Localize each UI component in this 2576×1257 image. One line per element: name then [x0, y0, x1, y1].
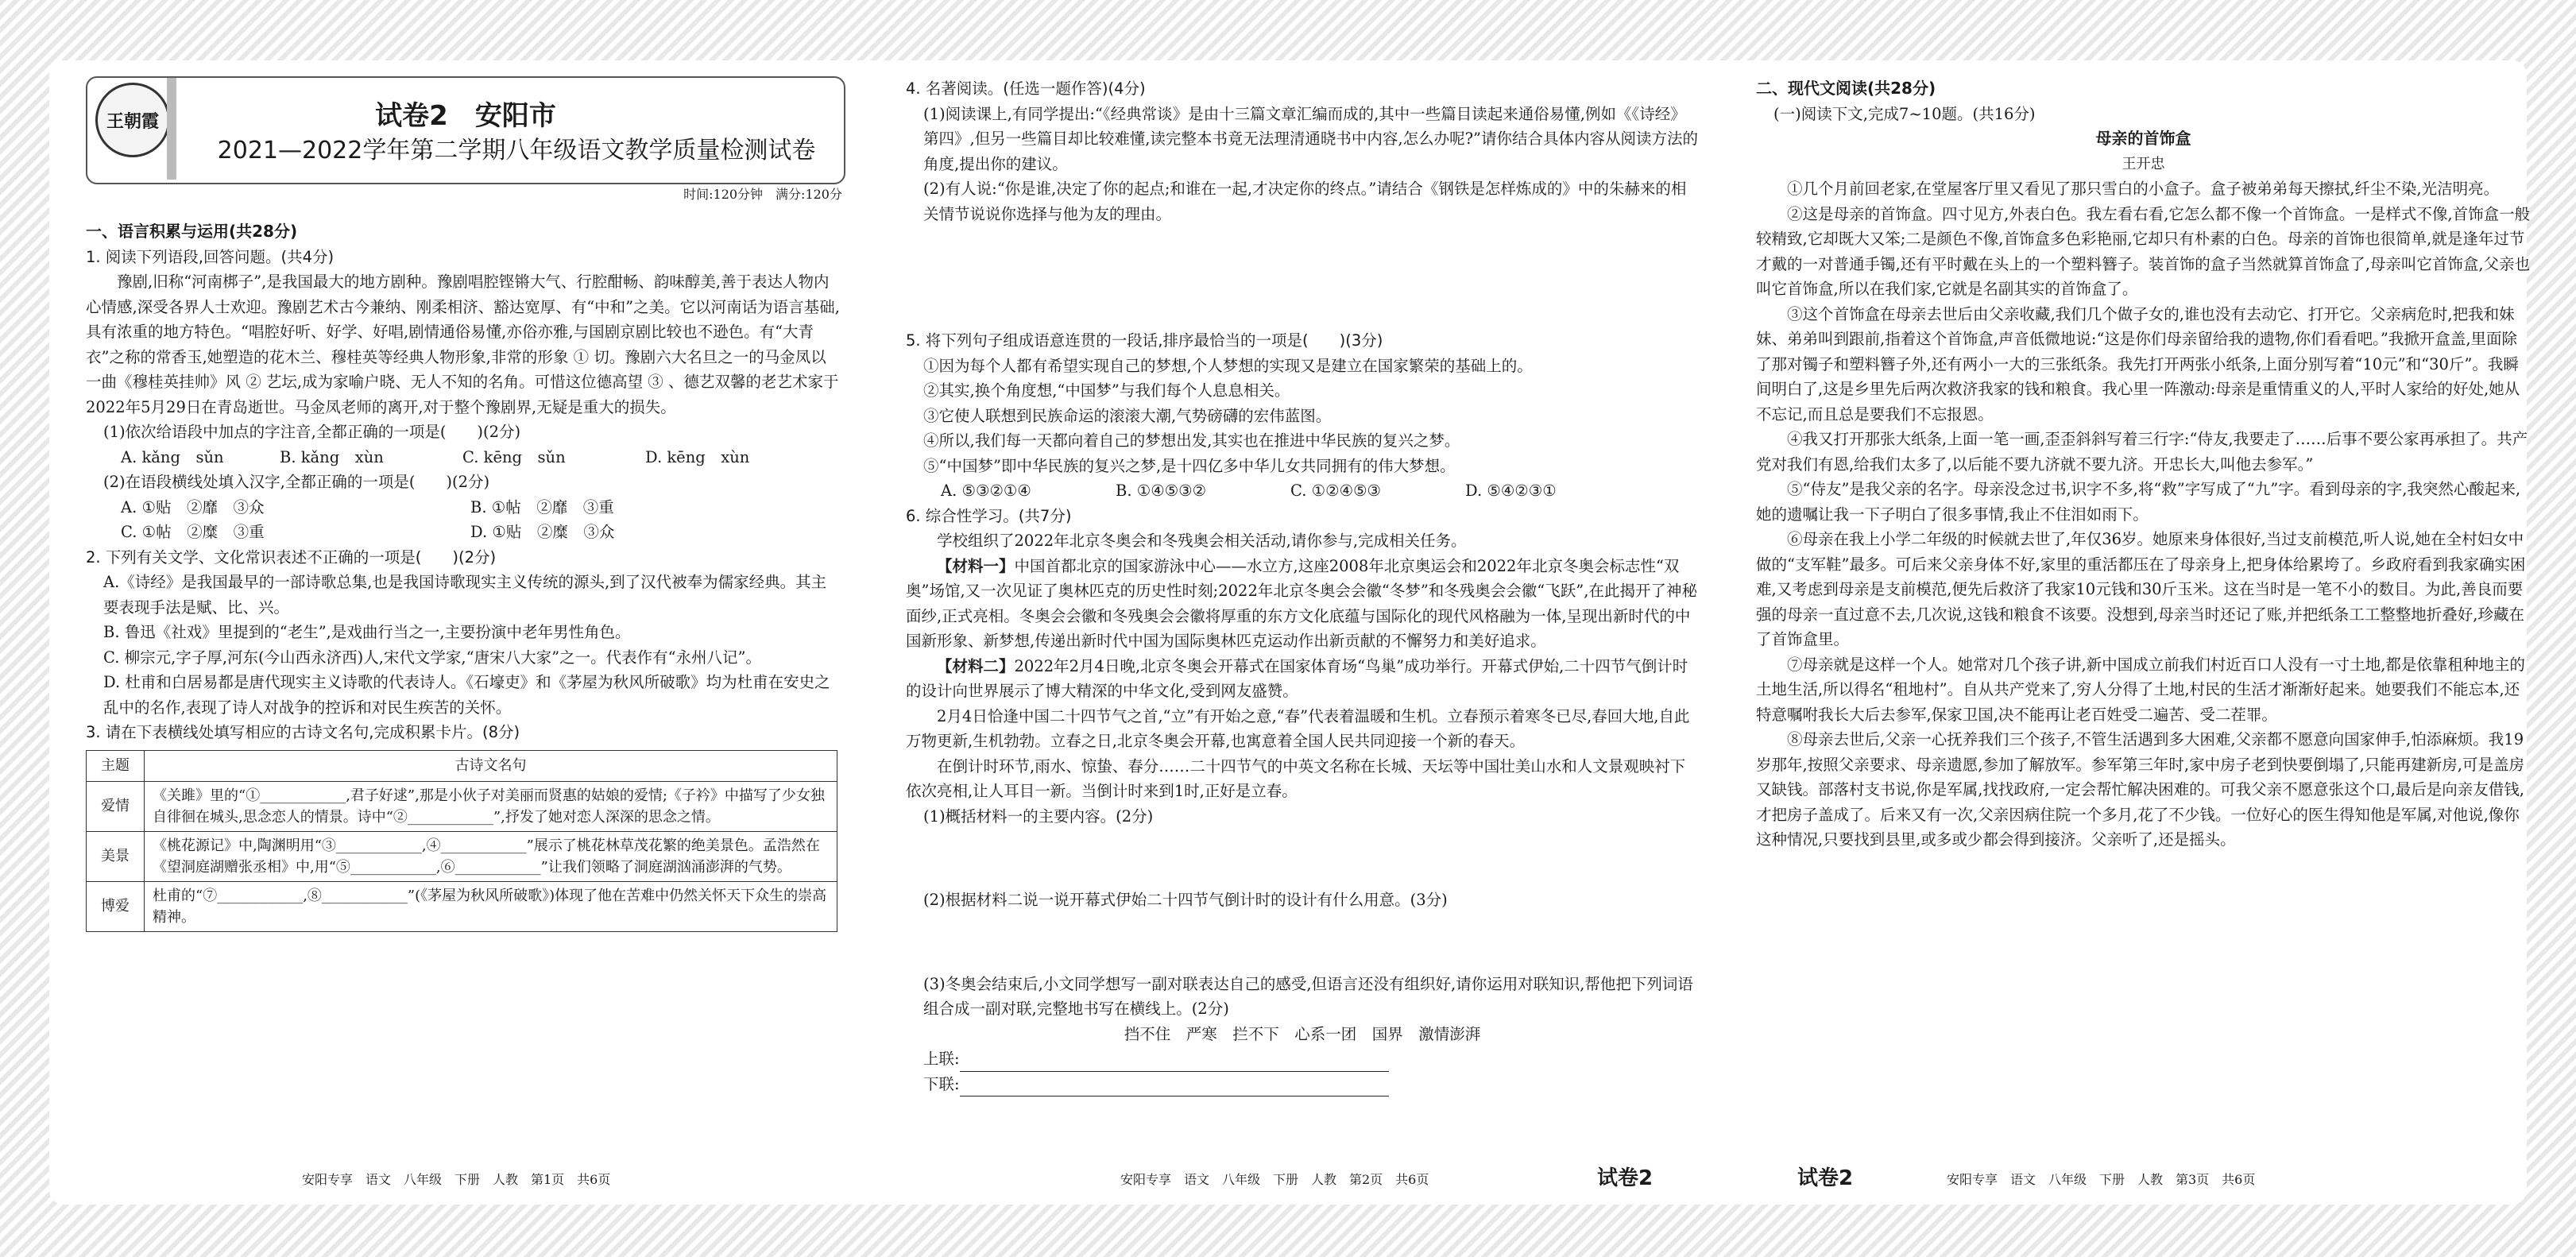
article-paragraph: ⑦母亲就是这样一个人。她常对几个孩子讲,新中国成立前我们村近百口人没有一寸土地,都是依靠租种地主的土地生活,所以得名“租地村”。自从共产党来了,穷人分得了土地,村民的生活才渐渐好起来。她要我们不能忘本,还特意嘱咐我长大后去参军,保家卫国,决不能再让老百姓受二遍苦、受二茬罪。: [1756, 655, 2525, 724]
table-header-row: [87, 750, 837, 781]
q4-answer-space[interactable]: [906, 226, 1699, 328]
q1-sub1-option: A. kǎng sǔn: [121, 447, 224, 466]
q1-sub1-option: D. kēng xùn: [645, 447, 750, 466]
q3-stem: 3. 请在下表横线处填写相应的古诗文名句,完成积累卡片。(8分): [86, 723, 520, 741]
table-row: [87, 781, 837, 831]
exam-subtitle: 2021—2022学年第二学期八年级语文教学质量检测试卷: [217, 137, 816, 164]
q5-stem: 5. 将下列句子组成语意连贯的一段话,排序最恰当的一项是( )(3分): [906, 331, 1383, 350]
q2-option: C. 柳宗元,字子厚,河东(今山西永济西)人,宋代文学家,“唐宋八大家”之一。代表作有“永州八记”。: [103, 648, 762, 667]
article-paragraph: ⑤“侍友”是我父亲的名字。母亲没念过书,识字不多,将“救”字写成了“九”字。看到母亲的字,我突然心酸起来,她的遗嘱让我一下子明白了很多事情,我止不住泪如雨下。: [1756, 480, 2521, 524]
article-paragraph: ②这是母亲的首饰盒。四寸见方,外表白色。我左看右看,它怎么都不像一个首饰盒。一是样式不像,首饰盒一般较精致,它却既大又笨;二是颜色不像,首饰盒多色彩艳丽,它却只有朴素的白色。母亲的首饰也很简单,就是逢年过节才戴的一对普通手镯,还有平时戴在头上的一个塑料簪子。装首饰的盒子当然就算首饰盒了,母亲叫它首饰盒,父亲也叫它首饰盒,所以在我们家,它就是名副其实的首饰盒了。: [1756, 204, 2531, 298]
material2-label: 【材料二】: [937, 656, 1015, 675]
q6-stem: 6. 综合性学习。(共7分): [906, 506, 1072, 525]
title-box: [86, 76, 845, 184]
q4-sub2: (2)有人说:“你是谁,决定了你的起点;和谁在一起,才决定你的终点。”请结合《钢铁是怎样炼成的》中的朱赫来的相关情节说说你选择与他为友的理由。: [923, 180, 1687, 223]
upper-line-row: [906, 1046, 1699, 1072]
q6-sub3: (3)冬奥会结束后,小文同学想写一副对联表达自己的感受,但语言还没有组织好,请你运用对联知识,帮他把下列词语组合成一副对联,完整地书写在横线上。(2分): [923, 974, 1693, 1018]
q5-item: ⑤“中国梦”即中华民族的复兴之梦,是十四亿多中华儿女共同拥有的伟大梦想。: [923, 456, 1456, 475]
table-row: [87, 881, 837, 931]
article-paragraph: ⑥母亲在我上小学二年级的时候就去世了,年仅36岁。她原来身体很好,当过支前模范,听人说,她在全村妇女中做的“支军鞋”最多。可后来父亲身体不好,家里的重活都压在了母亲身上,把身体给累垮了。乡政府看到我家确实困难,又考虑到母亲是支前模范,便先后救济了我家10元钱和30斤玉米。这在当时是一笔不小的数目。为此,善良而要强的母亲一直过意不去,几次说,这钱和粮食不该要。没想到,母亲当时还记了账,并把纸条工工整整地折叠好,珍藏在了首饰盒里。: [1756, 530, 2526, 648]
poem-table: [86, 750, 837, 932]
q6-intro: 学校组织了2022年北京冬奥会和冬残奥会相关活动,请你参与,完成相关任务。: [937, 532, 1467, 550]
table-row: [87, 831, 837, 881]
part2-heading: 二、现代文阅读(共28分): [1756, 79, 1936, 98]
q6-sub1-answer-space[interactable]: [906, 829, 1699, 888]
material1-label: 【材料一】: [937, 556, 1015, 575]
col-theme-header: 主题: [87, 750, 145, 781]
q5-item: ④所以,我们每一天都向着自己的梦想出发,其实也在推进中华民族的复兴之梦。: [923, 431, 1460, 450]
article-paragraph: ④我又打开那张大纸条,上面一笔一画,歪歪斜斜写着三行字:“侍友,我要走了……后事不要公家再承担了。共产党对我们有恩,给我们太多了,以后能不要九济就不要九济。开忠长大,叫他去参军。”: [1756, 430, 2528, 474]
q5-option: D. ⑤④②③①: [1465, 482, 1557, 500]
column-3: [1756, 76, 2531, 853]
q4-sub1: (1)阅读课上,有同学提出:“《经典常谈》是由十三篇文章汇编而成的,其中一些篇目读起来通俗易懂,例如《《诗经》第四》,但另一些篇目却比较难懂,读完整本书竟无法理清通晓书中内容,怎么办呢?”请你结合具体内容从阅读方法的角度,提出你的建议。: [923, 104, 1699, 173]
column-1: [86, 219, 841, 932]
couplet-words: 挡不住 严寒 拦不下 心系一团 国界 激情澎湃: [1124, 1024, 1481, 1043]
material1-text: 中国首都北京的国家游泳中心——水立方,这座2008年北京奥运会和2022年北京冬奥会标志性“双奥”场馆,又一次见证了奥林匹克的历史性时刻;2022年北京冬奥会会徽“冬梦”和冬残奥会会徽“飞跃”,在此揭开了神秘面纱,正式亮相。冬奥会会徽和冬残奥会会徽将厚重的东方文化底蕴与国际化的现代风格融为一体,呈现出新时代的中国新形象、新梦想,传递出新时代中国为国际奥林匹克运动作出新贡献的不懈努力和美好追求。: [906, 556, 1697, 650]
q5-item: ②其实,换个角度想,“中国梦”与我们每个人息息相关。: [923, 381, 1290, 400]
exam-meta: 时间:120分钟 满分:120分: [683, 187, 842, 202]
column-2: [906, 76, 1699, 1096]
page3-badge: 试卷2: [1797, 1166, 1854, 1190]
q1-sub2-options-row2: [86, 520, 841, 545]
q5-option: C. ①②④⑤③: [1290, 482, 1382, 500]
article-paragraph: ③这个首饰盒在母亲去世后由父亲收藏,我们几个做子女的,谁也没有去动它、打开它。父亲病危时,把我和妹妹、弟弟叫到跟前,指着这个首饰盒,声音低微地说:“这是你们母亲留给我的遗物,你们看看吧。”我掀开盒盖,里面除了那对镯子和塑料簪子外,还有两小一大的三张纸条。我先打开两张小纸条,上面分别写着“10元”和“30斤”。我瞬间明白了,这是乡里先后两次救济我家的钱和粮食。我心里一阵激动:母亲是重情重义的人,平时人家给的好处,她从不忘记,而且总是要我们不忘报恩。: [1756, 304, 2520, 424]
q6-sub1: (1)概括材料一的主要内容。(2分): [923, 806, 1154, 826]
lower-line-row: [906, 1072, 1699, 1097]
q6-material2-para3: 在倒计时环节,雨水、惊蛰、春分……二十四节气的中英文名称在长城、天坛等中国壮美山水和人文景观映衬下依次亮相,让人耳目一新。当倒计时来到1时,正好是立春。: [906, 756, 1686, 800]
q1-sub1-options: [86, 445, 841, 470]
q1-sub2-options-row1: [86, 495, 841, 520]
q1-sub2-option: D. ①贴 ②糜 ③众: [470, 523, 615, 541]
article-title: 母亲的首饰盒: [2095, 129, 2191, 148]
q5-options: [906, 478, 1699, 504]
article-paragraph: ①几个月前回老家,在堂屋客厅里又看见了那只雪白的小盒子。盒子被弟弟每天擦拭,纤尘不染,光洁明亮。: [1787, 180, 2500, 198]
logo-text: 王朝霞: [106, 110, 159, 132]
exam-title: 试卷2 安阳市: [375, 100, 556, 132]
q4-stem: 4. 名著阅读。(任选一题作答)(4分): [906, 79, 1146, 98]
material2-text: 2022年2月4日晚,北京冬奥会开幕式在国家体育场“鸟巢”成功举行。开幕式伊始,二十四节气倒计时的设计向世界展示了博大精深的中华文化,受到网友盛赞。: [906, 656, 1688, 700]
page2-badge: 试卷2: [1597, 1166, 1654, 1190]
article-author: 王开忠: [2122, 155, 2165, 172]
q2-option: B. 鲁迅《社戏》里提到的“老生”,是戏曲行当之一,主要扮演中老年男性角色。: [103, 623, 631, 641]
q2-option: D. 杜甫和白居易都是唐代现实主义诗歌的代表诗人。《石壕吏》和《茅屋为秋风所破歌》均为杜甫在安史之乱中的名作,表现了诗人对战争的控诉和对民生疾苦的关怀。: [103, 673, 830, 717]
q2-stem: 2. 下列有关文学、文化常识表述不正确的一项是( )(2分): [86, 547, 497, 567]
article-paragraph: ⑧母亲去世后,父亲一心抚养我们三个孩子,不管生活遇到多大困难,父亲都不愿意向国家伸手,怕添麻烦。我19岁那年,按照父亲要求、母亲遗愿,参加了解放军。参军第三年时,家中房子老到快要倒塌了,只能再建新房,可是盖房又缺钱。部落村支书说,你是军属,找找政府,一定会帮忙解决困难的。可我父亲不愿意张这个口,最后是向亲友借钱,才把房子盖成了。后来又有一次,父亲因病住院一个多月,花了不少钱。一位好心的医生得知他是军属,对他说,像你这种情况,只要找到县里,或多或少都会得到接济。父亲听了,还是摇头。: [1756, 730, 2524, 849]
lines-cell[interactable]: 《关雎》里的“①____________,君子好逑”,那是小伙子对美丽而贤惠的姑娘的爱情;《子衿》中描写了少女独自徘徊在城头,思念恋人的情景。诗中“②____________”,抒发了她对恋人深深的思念之情。: [145, 781, 837, 831]
q1-stem: 1. 阅读下列语段,回答问题。(共4分): [86, 247, 335, 266]
theme-cell: 美景: [87, 831, 145, 881]
q6-material2: [906, 654, 1699, 704]
lower-line-label: 下联:: [923, 1074, 960, 1093]
q6-sub2-answer-space[interactable]: [906, 913, 1699, 972]
q5-item: ①因为每个人都有希望实现自己的梦想,个人梦想的实现又是建立在国家繁荣的基础上的。: [923, 356, 1533, 375]
q2-option: A.《诗经》是我国最早的一部诗歌总集,也是我国诗歌现实主义传统的源头,到了汉代被奉为儒家经典。其主要表现手法是赋、比、兴。: [103, 573, 827, 617]
q6-material2-para2: 2月4日恰逢中国二十四节气之首,“立”有开始之意,“春”代表着温暖和生机。立春预示着寒冬已尽,春回大地,自此万物更新,生机勃勃。立春之日,北京冬奥会开幕,也寓意着全国人民共同迎接一个新的春天。: [906, 706, 1690, 750]
q5-item: ③它使人联想到民族命运的滚滚大潮,气势磅礴的宏伟蓝图。: [923, 406, 1332, 425]
q1-sub2-option: B. ①帖 ②靡 ③重: [470, 497, 614, 516]
q5-option: B. ①④⑤③②: [1116, 482, 1207, 500]
part2-subheading: (一)阅读下文,完成7~10题。(共16分): [1773, 104, 2036, 123]
q1-sub2-option: C. ①帖 ②糜 ③重: [121, 523, 265, 541]
part1-heading: 一、语言积累与运用(共28分): [86, 222, 298, 241]
page1-footer: 安阳专享 语文 八年级 下册 人教 第1页 共6页: [302, 1172, 611, 1187]
col-lines-header: 古诗文名句: [145, 750, 837, 781]
page3-footer: 安阳专享 语文 八年级 下册 人教 第3页 共6页: [1947, 1172, 2256, 1187]
theme-cell: 博爱: [87, 881, 145, 931]
q1-sub2: (2)在语段横线处填入汉字,全都正确的一项是( )(2分): [103, 473, 490, 491]
lines-cell[interactable]: 《桃花源记》中,陶渊明用“③____________,④____________”展示了桃花林草茂花繁的绝美景色。孟浩然在《望洞庭湖赠张丞相》中,用“⑤____________,⑥____________”让我们领略了洞庭湖汹涌澎湃的气势。: [145, 831, 837, 881]
q1-sub1-option: C. kēng sǔn: [462, 447, 566, 466]
q1-sub2-option: A. ①贴 ②靡 ③众: [121, 497, 265, 516]
q5-option: A. ⑤③②①④: [941, 482, 1031, 500]
q1-passage: 豫剧,旧称“河南梆子”,是我国最大的地方剧种。豫剧唱腔铿锵大气、行腔酣畅、韵味醇美,善于表达人物内心情感,深受各界人士欢迎。豫剧艺术古今兼纳、刚柔相济、豁达宽厚、有“中和”之美。它以河南话为语言基础,具有浓重的地方特色。“唱腔好听、好学、好唱,剧情通俗易懂,亦俗亦雅,与国剧京剧比较也不逊色。有“大青衣”之称的常香玉,她塑造的花木兰、穆桂英等经典人物形象,非常的形象 ① 切。豫剧六大名旦之一的马金凤以一曲《穆桂英挂帅》风 ② 艺坛,成为家喻户晓、无人不知的名角。可惜这位德高望 ③ 、德艺双馨的老艺术家于2022年5月29日在青岛逝世。马金凤老师的离开,对于整个豫剧界,无疑是重大的损失。: [86, 273, 840, 416]
q6-material1: [906, 554, 1699, 654]
q1-sub1-option: B. kǎng xùn: [280, 447, 384, 466]
q1-sub1: (1)依次给语段中加点的字注音,全都正确的一项是( )(2分): [103, 423, 521, 441]
q6-sub2: (2)根据材料二说一说开幕式伊始二十四节气倒计时的设计有什么用意。(3分): [923, 891, 1448, 909]
page2-footer: 安阳专享 语文 八年级 下册 人教 第2页 共6页: [1120, 1172, 1429, 1187]
lines-cell[interactable]: 杜甫的“⑦____________,⑧____________”(《茅屋为秋风所破歌》)体现了他在苦难中仍然关怀天下众生的崇高精神。: [145, 881, 837, 931]
theme-cell: 爱情: [87, 781, 145, 831]
upper-line-label: 上联:: [923, 1050, 960, 1068]
